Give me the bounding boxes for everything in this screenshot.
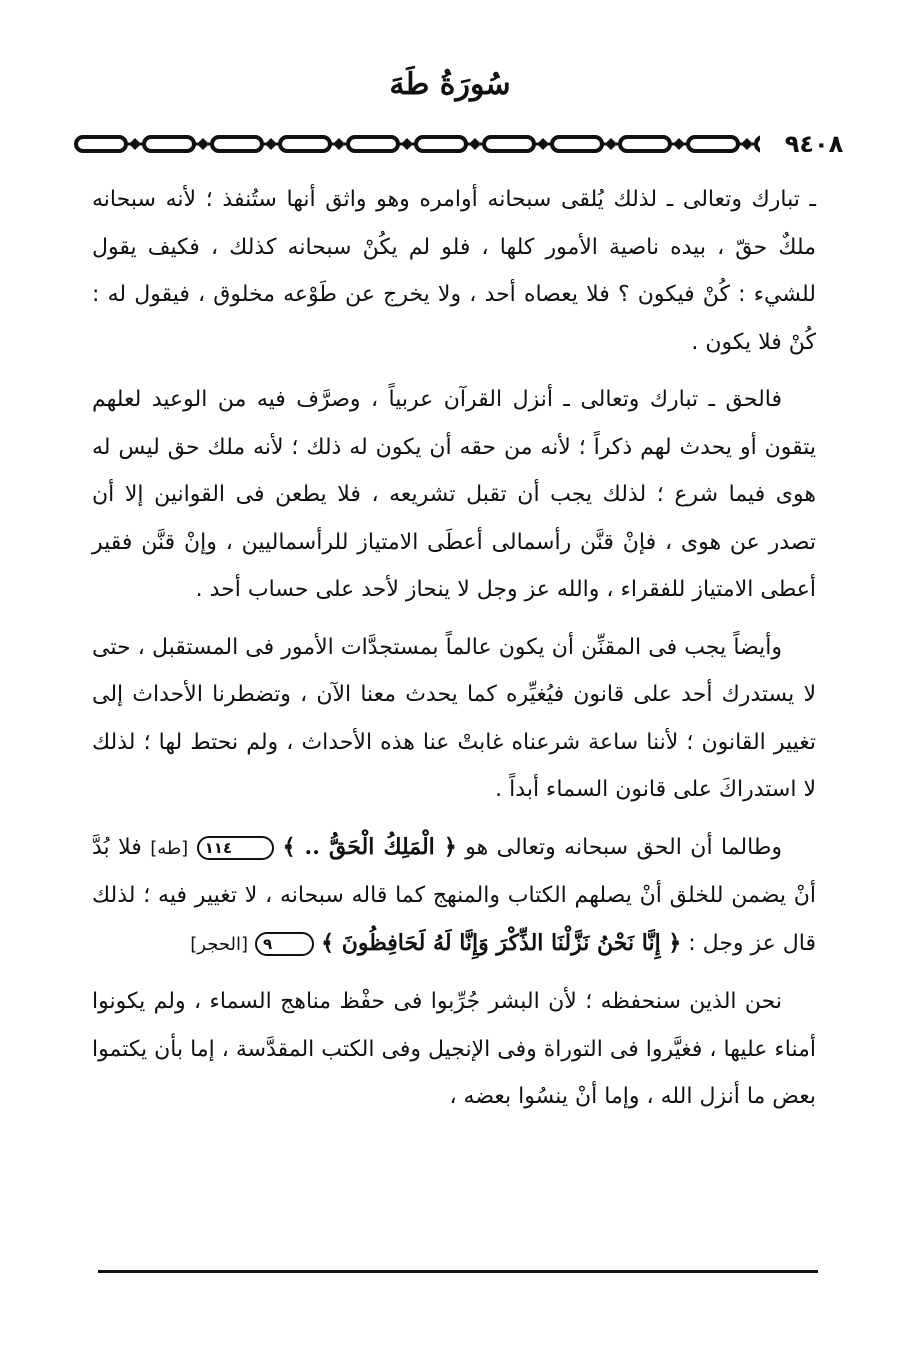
paragraph-4-intro: وطالما أن الحق سبحانه وتعالى هو: [465, 834, 782, 860]
paragraph-4: [92, 824, 816, 969]
chain-link: [688, 137, 738, 151]
chain-link: [348, 137, 398, 151]
chain-link: [416, 137, 466, 151]
chain-ornament: [72, 128, 832, 160]
chain-link: [280, 137, 330, 151]
ayah-number-1: ١١٤: [197, 836, 274, 860]
page-number: ٩٤٠٨: [760, 128, 868, 160]
header-ornament-band: [72, 128, 844, 160]
surah-reference-2: [الحجر]: [190, 933, 248, 955]
ayah-number-2: ٩: [255, 932, 314, 956]
paragraph-1: ـ تبارك وتعالى ـ لذلك يُلقى سبحانه أوامره وهو واثق أنها ستُنفذ ؛ لأنه سبحانه ملكٌ حقّ ، بيده ناصية الأمور كلها ، فلو لم يكُنْ سبحانه كذلك ، فكيف يقول للشيء : كُنْ فيكون ؟ فلا يعصاه أحد ، ولا يخرج عن طَوْعه مخلوق ، فيقول له : كُنْ فلا يكون .: [92, 187, 816, 355]
paragraph-4-body: فلا بُدَّ أنْ يضمن للخلق أنْ يصلهم الكتاب والمنهج كما قاله سبحانه ، لا تغيير فيه ؛ لذلك قال عز وجل :: [92, 834, 816, 956]
chain-link: [144, 137, 194, 151]
chain-link: [552, 137, 602, 151]
quran-verse-2: ﴿ إِنَّا نَحْنُ نَزَّلْنَا الذِّكْرَ وَإِنَّا لَهُ لَحَافِظُونَ ﴾: [321, 929, 682, 956]
chain-link: [484, 137, 534, 151]
tafsir-body: [92, 176, 816, 1131]
chain-link: [212, 137, 262, 151]
surah-reference-1: [طه]: [150, 837, 189, 859]
quran-verse-1: ﴿ الْمَلِكُ الْحَقُّ .. ﴾: [282, 833, 457, 860]
chain-link: [620, 137, 670, 151]
paragraph-3: وأيضاً يجب فى المقنِّن أن يكون عالماً بمستجدَّات الأمور فى المستقبل ، حتى لا يستدرك أحد على قانون فيُغيِّره كما يحدث معنا الآن ، وتضطرنا الأحداث إلى تغيير القانون ؛ لأننا ساعة شرعناه غابتْ عنا هذه الأحداث ، ولم نحتط لها ؛ لذلك لا استدراكَ على قانون السماء أبداً .: [92, 634, 816, 802]
paragraph-5: نحن الذين سنحفظه ؛ لأن البشر جُرِّبوا فى حفْظ مناهج السماء ، ولم يكونوا أمناء عليها ، فغيَّروا فى التوراة وفى الإنجيل وفى الكتب المقدَّسة ، إما بأن يكتموا بعض ما أنزل الله ، وإما أنْ ينسُوا بعضه ،: [92, 989, 816, 1109]
paragraph-2: فالحق ـ تبارك وتعالى ـ أنزل القرآن عربياً ، وصرَّف فيه من الوعيد لعلهم يتقون أو يحدث لهم ذكراً ؛ لأنه من حقه أن يكون له ذلك ؛ لأنه ملك حق ليس له هوى فيما شرع ؛ لذلك يجب أن تقبل تشريعه ، فلا يطعن فى القوانين إلا أن تصدر عن هوى ، فإنْ قنَّن رأسمالى أعطَى الامتياز للرأسماليين ، وإنْ قنَّن فقير أعطى الامتياز للفقراء ، والله عز وجل لا ينحاز لأحد على حساب أحد .: [92, 387, 816, 602]
surah-title: سُورَةُ طَهَ: [389, 67, 511, 102]
footer-rule: [98, 1270, 818, 1273]
chain-link: [76, 137, 126, 151]
